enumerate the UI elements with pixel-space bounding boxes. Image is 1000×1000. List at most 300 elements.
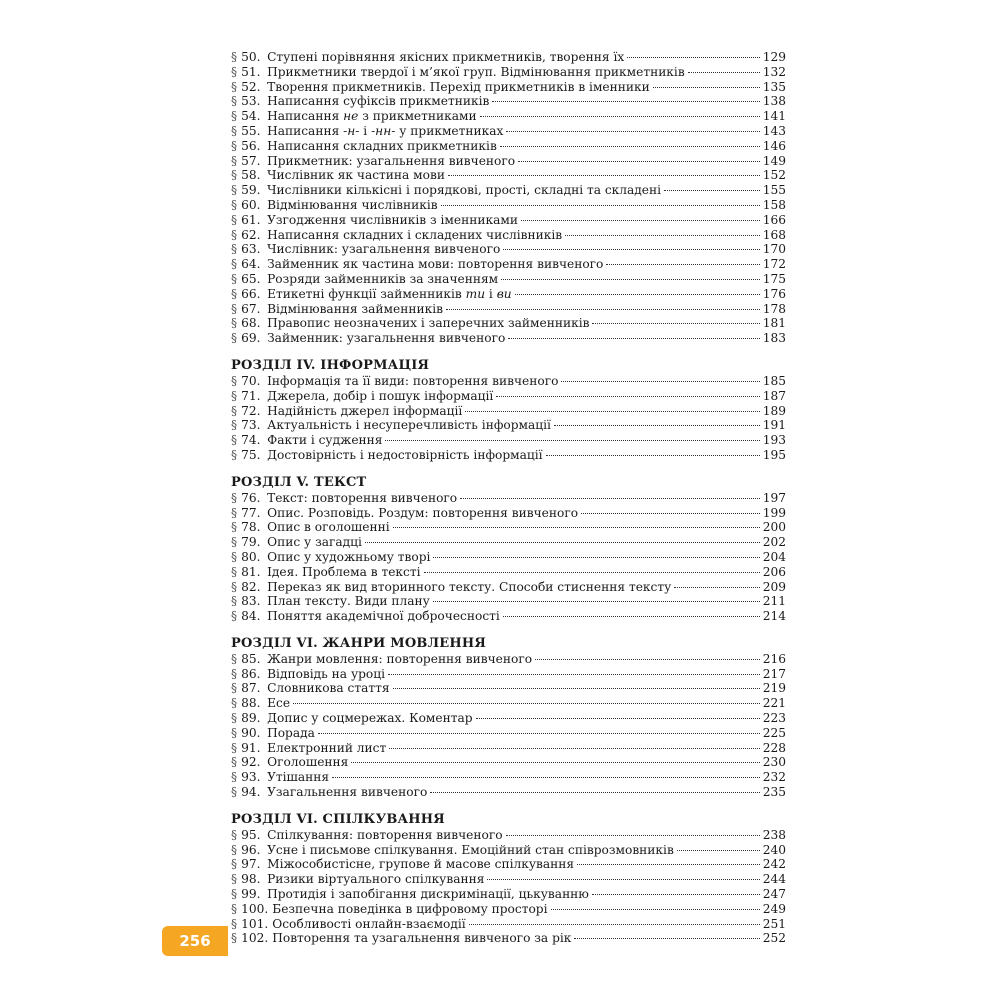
entry-number: 68. xyxy=(241,316,261,331)
entry-title: Прикметники твердої і м’якої груп. Відмінювання прикметників xyxy=(267,64,685,79)
entry-number: 55. xyxy=(241,123,261,138)
dot-leader xyxy=(535,659,760,660)
toc-entry[interactable] xyxy=(231,652,786,667)
entry-title: Ризики віртуального спілкування xyxy=(267,872,485,887)
entry-title: Числівники кількісні і порядкові, прості, складні та складені xyxy=(267,183,662,198)
toc-entry[interactable] xyxy=(231,580,786,595)
page-number-badge: 256 xyxy=(162,926,228,956)
toc-entry[interactable] xyxy=(231,535,786,550)
entry-title: Інформація та її види: повторення вивченого xyxy=(267,373,559,388)
section-symbol: § xyxy=(231,564,238,579)
entry-page-number: 199 xyxy=(762,505,786,520)
entry-title: Жанри мовлення: повторення вивченого xyxy=(267,651,533,666)
section-heading: РОЗДІЛ VI. ЖАНРИ МОВЛЕННЯ xyxy=(231,635,487,651)
dot-leader xyxy=(592,894,760,895)
entry-number: 79. xyxy=(241,535,261,550)
entry-number: 81. xyxy=(241,564,261,579)
toc-entry[interactable] xyxy=(231,80,786,95)
entry-number: 87. xyxy=(241,681,261,696)
dot-leader xyxy=(476,718,760,719)
toc-entry[interactable] xyxy=(231,550,786,565)
entry-title: Джерела, добір і пошук інформації xyxy=(267,388,494,403)
toc-entry[interactable] xyxy=(231,198,786,213)
entry-title-part: з прикметниками xyxy=(358,109,477,124)
entry-number: 75. xyxy=(241,447,261,462)
section-symbol: § xyxy=(231,64,238,79)
entry-title: Ступені порівняння якісних прикметників, творення їх xyxy=(267,50,625,64)
toc-entry[interactable] xyxy=(231,696,786,711)
toc-entry[interactable] xyxy=(231,272,786,287)
toc-entry[interactable] xyxy=(231,828,786,843)
toc-entry[interactable] xyxy=(231,389,786,404)
entry-number: 99. xyxy=(241,887,261,902)
entry-page-number: 244 xyxy=(762,872,786,887)
section-symbol: § xyxy=(231,666,238,681)
toc-entry[interactable] xyxy=(231,741,786,756)
section-symbol: § xyxy=(231,609,238,624)
toc-entry[interactable] xyxy=(231,565,786,580)
section-symbol: § xyxy=(231,433,238,448)
entry-number: 57. xyxy=(241,153,261,168)
toc-sections xyxy=(231,357,786,946)
section-symbol: § xyxy=(231,403,238,418)
entry-number: 50. xyxy=(241,50,261,64)
entry-number: 94. xyxy=(241,785,261,800)
toc-entry[interactable] xyxy=(231,594,786,609)
toc-entry[interactable] xyxy=(231,917,786,932)
entry-number: 53. xyxy=(241,94,261,109)
entry-page-number: 138 xyxy=(762,94,786,109)
entry-page-number: 170 xyxy=(762,242,786,257)
dot-leader xyxy=(385,440,759,441)
section-symbol: § xyxy=(231,316,238,331)
toc-entry[interactable] xyxy=(231,520,786,535)
entry-number: 61. xyxy=(241,212,261,227)
entry-number: 67. xyxy=(241,301,261,316)
entry-page-number: 195 xyxy=(762,447,786,462)
section-heading: РОЗДІЛ VI. СПІЛКУВАННЯ xyxy=(231,811,445,827)
entry-title: Переказ як вид вторинного тексту. Способи стиснення тексту xyxy=(267,579,672,594)
dot-leader xyxy=(448,175,760,176)
toc-entry[interactable] xyxy=(231,94,786,109)
section-symbol: § xyxy=(231,490,238,505)
section-symbol: § xyxy=(231,242,238,257)
entry-title: Міжособистісне, групове й масове спілкування xyxy=(267,857,575,872)
entry-title-italic: ти xyxy=(465,286,486,301)
toc-entry[interactable] xyxy=(231,109,786,124)
entry-title-italic: -нн- xyxy=(371,123,396,138)
section-symbol: § xyxy=(231,842,238,857)
entry-page-number: 155 xyxy=(762,183,786,198)
entry-page-number: 216 xyxy=(762,651,786,666)
dot-leader xyxy=(627,57,760,58)
entry-number: 72. xyxy=(241,403,261,418)
entry-number: 95. xyxy=(241,827,261,842)
section-symbol: § xyxy=(231,505,238,520)
entry-title: Відмінювання числівників xyxy=(267,197,438,212)
entry-number: 96. xyxy=(241,842,261,857)
entry-number: 85. xyxy=(241,651,261,666)
entry-title: Ідея. Проблема в тексті xyxy=(267,564,421,579)
entry-number: 100. xyxy=(241,901,269,916)
entry-number: 54. xyxy=(241,109,261,124)
entry-title: Опис у художньому творі xyxy=(267,549,431,564)
section-symbol: § xyxy=(231,916,238,931)
dot-leader xyxy=(501,279,760,280)
section-symbol: § xyxy=(231,212,238,227)
dot-leader xyxy=(688,72,760,73)
entry-page-number: 228 xyxy=(762,740,786,755)
dot-leader xyxy=(546,455,760,456)
entry-title: Порада xyxy=(267,725,315,740)
toc-entry[interactable] xyxy=(231,755,786,770)
toc-section xyxy=(231,811,786,946)
toc-entry[interactable] xyxy=(231,50,786,65)
entry-number: 84. xyxy=(241,609,261,624)
dot-leader xyxy=(500,146,760,147)
toc-entry[interactable] xyxy=(231,785,786,800)
toc-entry[interactable] xyxy=(231,887,786,902)
entry-page-number: 168 xyxy=(762,227,786,242)
entry-number: 88. xyxy=(241,696,261,711)
dot-leader xyxy=(480,116,760,117)
toc-entry[interactable] xyxy=(231,302,786,317)
toc-entry[interactable] xyxy=(231,168,786,183)
entry-number: 73. xyxy=(241,418,261,433)
dot-leader xyxy=(677,850,760,851)
section-symbol: § xyxy=(231,271,238,286)
dot-leader xyxy=(351,762,759,763)
entry-number: 52. xyxy=(241,79,261,94)
entry-number: 64. xyxy=(241,257,261,272)
section-symbol: § xyxy=(231,887,238,902)
dot-leader xyxy=(561,381,759,382)
dot-leader xyxy=(492,101,759,102)
entry-page-number: 132 xyxy=(762,64,786,79)
entry-page-number: 230 xyxy=(762,755,786,770)
entry-number: 82. xyxy=(241,579,261,594)
entry-page-number: 129 xyxy=(762,50,786,64)
section-symbol: § xyxy=(231,168,238,183)
dot-leader xyxy=(508,338,759,339)
dot-leader xyxy=(496,396,759,397)
dot-leader xyxy=(554,425,760,426)
entry-title: Узгодження числівників з іменниками xyxy=(267,212,518,227)
entry-title-part: у прикметниках xyxy=(395,123,504,138)
toc-entry[interactable] xyxy=(231,287,786,302)
section-symbol: § xyxy=(231,79,238,94)
entry-page-number: 197 xyxy=(762,490,786,505)
toc-entry[interactable] xyxy=(231,139,786,154)
entry-page-number: 242 xyxy=(762,857,786,872)
entry-number: 62. xyxy=(241,227,261,242)
entry-page-number: 146 xyxy=(762,138,786,153)
section-symbol: § xyxy=(231,740,238,755)
dot-leader xyxy=(506,835,760,836)
section-symbol: § xyxy=(231,301,238,316)
section-symbol: § xyxy=(231,681,238,696)
toc-entry[interactable] xyxy=(231,183,786,198)
section-symbol: § xyxy=(231,579,238,594)
section-symbol: § xyxy=(231,109,238,124)
entry-title-italic: ви xyxy=(496,286,512,301)
toc-entry[interactable] xyxy=(231,609,786,624)
dot-leader xyxy=(465,411,759,412)
section-symbol: § xyxy=(231,827,238,842)
entry-title: Опис в оголошенні xyxy=(267,520,390,535)
section-symbol: § xyxy=(231,931,238,946)
entry-number: 97. xyxy=(241,857,261,872)
entry-title: Факти і судження xyxy=(267,433,383,448)
entry-page-number: 166 xyxy=(762,212,786,227)
entry-page-number: 135 xyxy=(762,79,786,94)
entry-number: 78. xyxy=(241,520,261,535)
entry-number: 98. xyxy=(241,872,261,887)
section-symbol: § xyxy=(231,123,238,138)
entry-title: Числівник: узагальнення вивченого xyxy=(267,242,501,257)
toc-entry[interactable] xyxy=(231,872,786,887)
dot-leader xyxy=(551,909,760,910)
toc-entry[interactable] xyxy=(231,418,786,433)
section-symbol: § xyxy=(231,94,238,109)
toc-entry[interactable] xyxy=(231,711,786,726)
dot-leader xyxy=(574,938,759,939)
toc-entry[interactable] xyxy=(231,931,786,946)
toc-entry[interactable] xyxy=(231,316,786,331)
entry-page-number: 219 xyxy=(762,681,786,696)
dot-leader xyxy=(521,220,760,221)
entry-title: Написання складних і складених числівників xyxy=(267,227,563,242)
entry-title xyxy=(267,287,512,302)
entry-title: Розряди займенників за значенням xyxy=(267,271,499,286)
entry-number: 63. xyxy=(241,242,261,257)
entry-number: 69. xyxy=(241,331,261,346)
toc-entry[interactable] xyxy=(231,257,786,272)
entry-title: Повторення та узагальнення вивченого за рік xyxy=(272,931,572,946)
entry-page-number: 181 xyxy=(762,316,786,331)
toc-entry[interactable] xyxy=(231,154,786,169)
entry-title: Усне і письмове спілкування. Емоційний стан співрозмовників xyxy=(267,842,674,857)
toc-entry[interactable] xyxy=(231,667,786,682)
section-symbol: § xyxy=(231,418,238,433)
entry-title-part: Етикетні функції займенників xyxy=(267,286,466,301)
section-symbol: § xyxy=(231,651,238,666)
toc-entry[interactable] xyxy=(231,770,786,785)
dot-leader xyxy=(674,587,759,588)
entry-title: Займенник як частина мови: повторення вивченого xyxy=(267,257,604,272)
section-symbol: § xyxy=(231,755,238,770)
entry-title: Спілкування: повторення вивченого xyxy=(267,827,503,842)
entry-title: Опис. Розповідь. Роздум: повторення вивченого xyxy=(267,505,579,520)
dot-leader xyxy=(506,131,759,132)
entry-title-part: Написання xyxy=(267,123,344,138)
section-symbol: § xyxy=(231,50,238,64)
section-symbol: § xyxy=(231,331,238,346)
entry-page-number: 149 xyxy=(762,153,786,168)
dot-leader xyxy=(653,87,760,88)
entry-title: Опис у загадці xyxy=(267,535,362,550)
entry-title xyxy=(267,124,503,139)
entry-title: Прикметник: узагальнення вивченого xyxy=(267,153,516,168)
entry-number: 83. xyxy=(241,594,261,609)
entry-title: Достовірність і недостовірність інформації xyxy=(267,447,543,462)
entry-number: 59. xyxy=(241,183,261,198)
dot-leader xyxy=(365,542,760,543)
entry-title-part: і xyxy=(359,123,372,138)
entry-title: Есе xyxy=(267,696,291,711)
entry-title: План тексту. Види плану xyxy=(267,594,430,609)
toc-section xyxy=(231,635,786,800)
entry-title: Електронний лист xyxy=(267,740,387,755)
entry-title: Текст: повторення вивченого xyxy=(267,490,458,505)
entry-title: Написання суфіксів прикметників xyxy=(267,94,490,109)
dot-leader xyxy=(424,572,760,573)
section-symbol: § xyxy=(231,447,238,462)
section-symbol: § xyxy=(231,257,238,272)
entry-title: Допис у соцмережах. Коментар xyxy=(267,711,473,726)
entry-page-number: 172 xyxy=(762,257,786,272)
entry-number: 101. xyxy=(241,916,269,931)
entry-page-number: 141 xyxy=(762,109,786,124)
entry-page-number: 183 xyxy=(762,331,786,346)
entry-title: Поняття академічної доброчесності xyxy=(267,609,500,624)
dot-leader xyxy=(581,513,760,514)
section-symbol: § xyxy=(231,872,238,887)
entry-number: 74. xyxy=(241,433,261,448)
entry-title: Безпечна поведінка в цифровому просторі xyxy=(272,901,548,916)
toc-entry[interactable] xyxy=(231,124,786,139)
section-symbol: § xyxy=(231,153,238,168)
dot-leader xyxy=(446,309,760,310)
dot-leader xyxy=(433,557,759,558)
section-heading: РОЗДІЛ IV. ІНФОРМАЦІЯ xyxy=(231,357,430,373)
entry-title: Словникова стаття xyxy=(267,681,390,696)
entry-title: Займенник: узагальнення вивченого xyxy=(267,331,506,346)
toc-entry[interactable] xyxy=(231,902,786,917)
entry-title-italic: не xyxy=(343,109,359,124)
dot-leader xyxy=(565,235,760,236)
dot-leader xyxy=(430,792,759,793)
toc-continued-list xyxy=(231,50,786,346)
entry-page-number: 200 xyxy=(762,520,786,535)
entry-number: 80. xyxy=(241,549,261,564)
entry-number: 71. xyxy=(241,388,261,403)
entry-page-number: 152 xyxy=(762,168,786,183)
entry-title: Протидія і запобігання дискримінації, цькуванню xyxy=(267,887,589,902)
entry-page-number: 189 xyxy=(762,403,786,418)
toc-entry[interactable] xyxy=(231,491,786,506)
section-symbol: § xyxy=(231,183,238,198)
entry-title: Правопис неозначених і заперечних займенників xyxy=(267,316,590,331)
section-heading: РОЗДІЛ V. ТЕКСТ xyxy=(231,474,367,490)
entry-page-number: 249 xyxy=(762,901,786,916)
toc-entry[interactable] xyxy=(231,228,786,243)
entry-page-number: 252 xyxy=(762,931,786,946)
entry-page-number: 223 xyxy=(762,711,786,726)
entry-page-number: 251 xyxy=(762,916,786,931)
entry-title: Відмінювання займенників xyxy=(267,301,443,316)
entry-number: 58. xyxy=(241,168,261,183)
table-of-contents xyxy=(231,50,786,946)
toc-entry[interactable] xyxy=(231,506,786,521)
entry-page-number: 185 xyxy=(762,373,786,388)
entry-page-number: 202 xyxy=(762,535,786,550)
entry-page-number: 225 xyxy=(762,725,786,740)
entry-page-number: 204 xyxy=(762,549,786,564)
entry-page-number: 247 xyxy=(762,887,786,902)
section-symbol: § xyxy=(231,197,238,212)
dot-leader xyxy=(503,249,759,250)
entry-title: Оголошення xyxy=(267,755,349,770)
section-symbol: § xyxy=(231,286,238,301)
toc-section xyxy=(231,357,786,463)
entry-page-number: 175 xyxy=(762,271,786,286)
dot-leader xyxy=(469,924,760,925)
section-symbol: § xyxy=(231,549,238,564)
toc-entry[interactable] xyxy=(231,681,786,696)
dot-leader xyxy=(388,674,760,675)
entry-title: Написання складних прикметників xyxy=(267,138,497,153)
section-symbol: § xyxy=(231,388,238,403)
entry-page-number: 158 xyxy=(762,197,786,212)
toc-entry[interactable] xyxy=(231,843,786,858)
section-symbol: § xyxy=(231,725,238,740)
entry-number: 77. xyxy=(241,505,261,520)
toc-entry[interactable] xyxy=(231,726,786,741)
toc-entry[interactable] xyxy=(231,65,786,80)
entry-title-part: Написання xyxy=(267,109,344,124)
dot-leader xyxy=(460,498,760,499)
toc-entry[interactable] xyxy=(231,374,786,389)
toc-entry[interactable] xyxy=(231,213,786,228)
toc-entry[interactable] xyxy=(231,404,786,419)
dot-leader xyxy=(433,601,760,602)
toc-entry[interactable] xyxy=(231,331,786,346)
entry-number: 70. xyxy=(241,373,261,388)
section-symbol: § xyxy=(231,535,238,550)
dot-leader xyxy=(592,323,759,324)
dot-leader xyxy=(606,264,759,265)
dot-leader xyxy=(515,294,760,295)
entry-page-number: 193 xyxy=(762,433,786,448)
entry-page-number: 235 xyxy=(762,785,786,800)
entry-page-number: 178 xyxy=(762,301,786,316)
entry-page-number: 240 xyxy=(762,842,786,857)
dot-leader xyxy=(393,688,760,689)
entry-number: 90. xyxy=(241,725,261,740)
dot-leader xyxy=(393,527,760,528)
toc-entry[interactable] xyxy=(231,857,786,872)
entry-number: 56. xyxy=(241,138,261,153)
section-symbol: § xyxy=(231,696,238,711)
dot-leader xyxy=(503,616,760,617)
entry-page-number: 176 xyxy=(762,286,786,301)
entry-title-part: і xyxy=(485,286,497,301)
dot-leader xyxy=(664,190,760,191)
toc-entry[interactable] xyxy=(231,448,786,463)
section-symbol: § xyxy=(231,227,238,242)
entry-number: 76. xyxy=(241,490,261,505)
toc-entry[interactable] xyxy=(231,433,786,448)
entry-number: 102. xyxy=(241,931,269,946)
toc-entry[interactable] xyxy=(231,242,786,257)
entry-title: Надійність джерел інформації xyxy=(267,403,463,418)
entry-title: Числівник як частина мови xyxy=(267,168,445,183)
section-symbol: § xyxy=(231,594,238,609)
entry-number: 66. xyxy=(241,286,261,301)
entry-title: Актуальність і несуперечливість інформації xyxy=(267,418,551,433)
entry-page-number: 221 xyxy=(762,696,786,711)
